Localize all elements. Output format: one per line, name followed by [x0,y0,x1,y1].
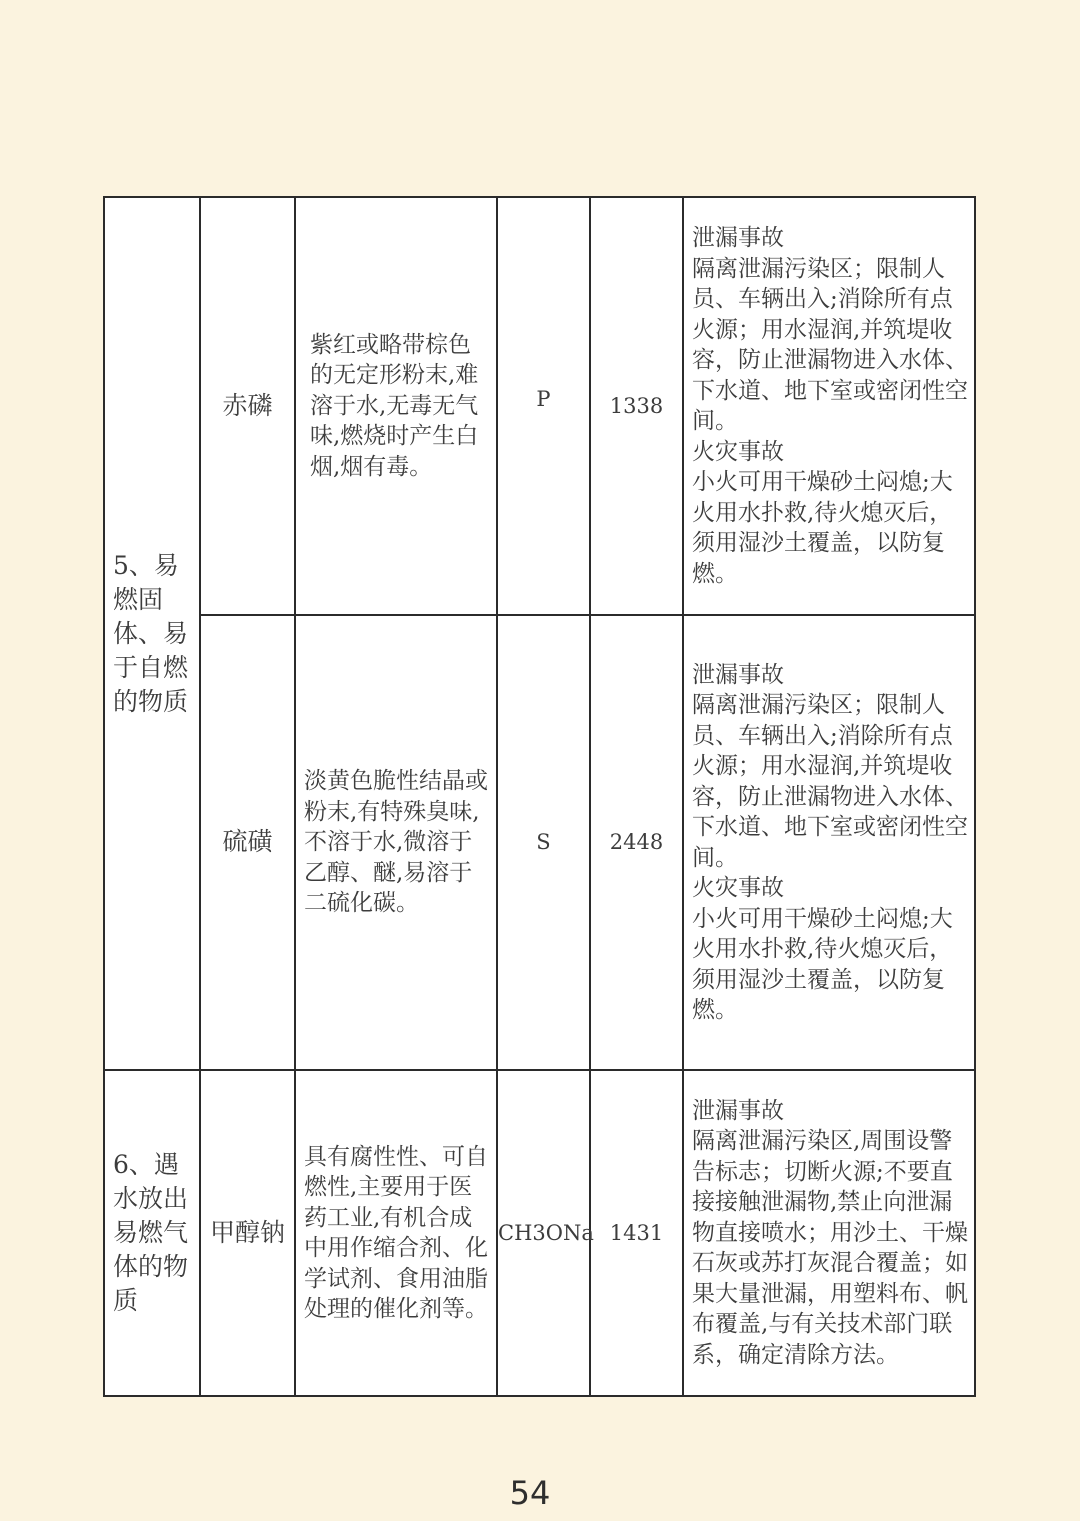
un-number: 1338 [590,197,683,615]
category-label: 5、易燃固体、易于自燃的物质 [113,550,189,716]
category-label: 6、遇水放出易燃气体的物质 [113,1150,189,1315]
substance-name: 甲醇钠 [200,1070,295,1396]
chemical-formula: S [497,615,590,1070]
substance-description [295,1070,497,1396]
measures-text: 泄漏事故 隔离泄漏污染区；限制人员、车辆出入;消除所有点火源；用水湿润,并筑堤收容，防止泄漏物进入水体、下水道、地下室或密闭性空间。 火灾事故 小火可用干燥砂土闷熄;大火用水扑救,待火熄灭后，须用湿沙土覆盖，以防复燃。 [692,225,968,587]
table-row [104,1070,975,1396]
chemical-formula: CH3ONa [497,1070,590,1396]
substance-description [295,197,497,615]
category-cell [104,1070,200,1396]
table-row [104,615,975,1070]
page-number: 54 [509,1474,551,1512]
un-number: 2448 [590,615,683,1070]
emergency-measures [683,197,975,615]
description-text: 具有腐性性、可自燃性,主要用于医药工业,有机合成中用作缩合剂、化学试剂、食用油脂处理的催化剂等。 [304,1143,488,1322]
category-cell [104,197,200,1070]
description-text: 紫红或略带棕色的无定形粉末,难溶于水,无毒无气味,燃烧时产生白烟,烟有毒。 [310,331,479,480]
table-row [104,197,975,615]
substance-description [295,615,497,1070]
measures-text: 泄漏事故 隔离泄漏污染区；限制人员、车辆出入;消除所有点火源；用水湿润,并筑堤收容，防止泄漏物进入水体、下水道、地下室或密闭性空间。 火灾事故 小火可用干燥砂土闷熄;大火用水扑救,待火熄灭后，须用湿沙土覆盖，以防复燃。 [692,661,968,1023]
measures-text: 泄漏事故 隔离泄漏污染区,周围设警告标志；切断火源;不要直接接触泄漏物,禁止向泄漏物直接喷水；用沙土、干燥石灰或苏打灰混合覆盖；如果大量泄漏，用塑料布、帆布覆盖,与有关技术部门联系，确定清除方法。 [692,1097,968,1368]
description-text: 淡黄色脆性结晶或粉末,有特殊臭味,不溶于水,微溶于乙醇、醚,易溶于二硫化碳。 [304,768,488,917]
substance-name: 赤磷 [200,197,295,615]
emergency-measures [683,615,975,1070]
hazard-table [103,196,976,1397]
substance-name: 硫磺 [200,615,295,1070]
un-number: 1431 [590,1070,683,1396]
chemical-formula: P [497,197,590,615]
emergency-measures [683,1070,975,1396]
